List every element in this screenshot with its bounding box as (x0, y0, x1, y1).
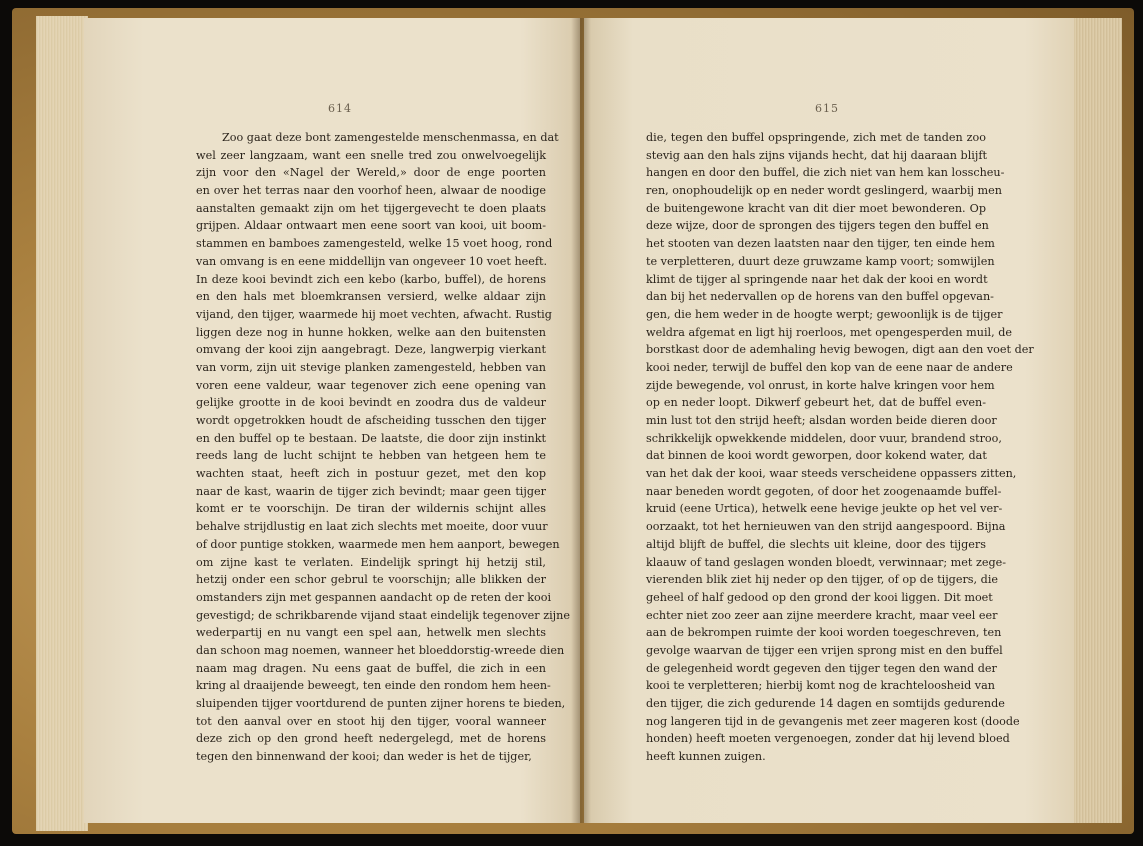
text-line: gelijke grootte in de kooi bevindt en zoodra dus de valdeur (196, 396, 546, 410)
text-line: kruid (eene Urtica), hetwelk eene hevige jeukte op het vel ver- (646, 502, 1003, 516)
text-line: stevig aan den hals zijns vijands hecht, dat hij daaraan blijft (646, 148, 987, 162)
text-line: oorzaakt, tot het hernieuwen van den strijd aangespoord. Bijna (646, 520, 1006, 534)
text-line: dan bij het nedervallen op de horens van den buffel opgevan- (646, 290, 994, 304)
text-line: kooi te verpletteren; hierbij komt nog de krachteloosheid van (646, 679, 995, 693)
text-line: Zoo gaat deze bont zamengestelde menschenmassa, en dat (222, 131, 559, 144)
text-line: kring al draaijende beweegt, ten einde den rondom hem heen- (196, 679, 551, 693)
text-line: komt er te voorschijn. De tiran der wildernis schijnt alles (196, 502, 546, 516)
text-line: honden) heeft moeten vergenoegen, zonder dat hij levend bloed (646, 732, 1010, 746)
text-line: het stooten van dezen laatsten naar den tijger, ten einde hem (646, 237, 995, 251)
text-line: gevolge waarvan de tijger een vrijen sprong mist en den buffel (646, 643, 1003, 657)
text-line: heeft kunnen zuigen. (646, 750, 766, 764)
page-number-left: 614 (328, 102, 352, 115)
text-line: de gelegenheid wordt gegeven den tijger tegen den wand der (646, 661, 997, 675)
text-line: deze zich op den grond heeft nedergelegd, met de horens (196, 732, 546, 746)
text-line: In deze kooi bevindt zich een kebo (karbo, buffel), de horens (196, 272, 546, 286)
text-line: wordt opgetrokken houdt de afscheiding tusschen den tijger (196, 414, 546, 427)
text-line: liggen deze nog in hunne hokken, welke aan den buitensten (196, 325, 546, 339)
text-line: gen, die hem weder in de hoogte werpt; gewoonlijk is de tijger (646, 307, 1003, 321)
text-line: en over het terras naar den voorhof heen, alwaar de noodige (196, 184, 546, 198)
text-line: naam mag dragen. Nu eens gaat de buffel, die zich in een (196, 661, 546, 675)
text-line: sluipenden tijger voortdurend de punten zijner horens te bieden, (196, 697, 566, 710)
right-page (584, 18, 1074, 823)
text-line: op en neder loopt. Dikwerf gebeurt het, dat de buffel even- (646, 396, 986, 410)
text-line: tot den aanval over en stoot hij den tijger, vooral wanneer (196, 714, 546, 728)
text-line: voren eene valdeur, waar tegenover zich eene opening van (196, 378, 546, 392)
text-line: den tijger, die zich gedurende 14 dagen en somtijds gedurende (646, 697, 1005, 710)
book-gutter (571, 18, 591, 823)
text-line: weldra afgemat en ligt hij roerloos, met opengesperden muil, de (646, 325, 1013, 339)
text-line: van vorm, zijn uit stevige planken zamengesteld, hebben van (196, 360, 546, 374)
text-line: tegen den binnenwand der kooi; dan weder is het de tijger, (196, 750, 532, 764)
text-line: vijand, den tijger, waarmede hij moet vechten, afwacht. Rustig (196, 307, 552, 321)
text-line: omstanders zijn met gespannen aandacht op de reten der kooi (196, 590, 552, 604)
text-line: zijde bewegende, vol onrust, in korte halve kringen voor hem (646, 378, 995, 392)
text-line: echter niet zoo zeer aan zijne meerdere kracht, maar veel eer (646, 608, 998, 622)
left-page-text (196, 129, 570, 766)
page-edges-right (1070, 18, 1122, 823)
text-line: wel zeer langzaam, want een snelle tred zou onwelvoegelijk (196, 148, 546, 162)
text-line: aan de bekrompen ruimte der kooi worden toegeschreven, ten (646, 626, 1002, 640)
right-page-text (646, 129, 1034, 766)
text-line: altijd blijft de buffel, die slechts uit kleine, door des tijgers (646, 537, 986, 551)
text-line: kooi neder, terwijl de buffel den kop van de eene naar de andere (646, 360, 1013, 374)
text-line: klimt de tijger al springende naar het dak der kooi en wordt (646, 272, 988, 286)
text-line: en den buffel op te bestaan. De laatste, die door zijn instinkt (196, 431, 546, 445)
text-line: deze wijze, door de sprongen des tijgers tegen den buffel en (646, 219, 989, 233)
text-line: klaauw of tand geslagen wonden bloedt, verwinnaar; met zege- (646, 555, 1007, 569)
page-number-right: 615 (815, 102, 839, 115)
text-line: wachten staat, heeft zich in postuur gezet, met den kop (196, 467, 546, 481)
text-line: min lust tot den strijd heeft; alsdan worden beide dieren door (646, 414, 997, 427)
text-line: van het dak der kooi, waar steeds verscheidene oppassers zitten, (646, 467, 1017, 481)
text-line: omvang der kooi zijn aangebragt. Deze, langwerpig vierkant (196, 343, 546, 357)
text-line: of door puntige stokken, waarmede men hem aanport, bewegen (196, 537, 560, 551)
text-line: gevestigd; de schrikbarende vijand staat eindelijk tegenover zijne (196, 608, 570, 622)
text-line: te verpletteren, duurt deze gruwzame kamp voort; somwijlen (646, 254, 995, 268)
text-line: naar beneden wordt gegoten, of door het zoogenaamde buffel- (646, 484, 1002, 498)
text-line: hetzij onder een schor gebrul te voorschijn; alle blikken der (196, 573, 546, 587)
text-line: naar de kast, waarin de tijger zich bevindt; maar geen tijger (196, 484, 546, 498)
text-line: geheel of half gedood op den grond der kooi liggen. Dit moet (646, 590, 993, 604)
text-line: hangen en door den buffel, die zich niet van hem kan losscheu- (646, 166, 1005, 180)
text-line: de buitengewone kracht van dit dier moet bewonderen. Op (646, 201, 986, 215)
left-page (84, 18, 580, 823)
text-line: stammen en bamboes zamengesteld, welke 15 voet hoog, rond (196, 237, 553, 251)
text-line: schrikkelijk opwekkende middelen, door vuur, brandend stroo, (646, 431, 1002, 445)
text-line: grijpen. Aldaar ontwaart men eene soort van kooi, uit boom- (196, 219, 546, 233)
text-line: ren, onophoudelijk op en neder wordt geslingerd, waarbij men (646, 184, 1002, 198)
text-line: vierenden blik ziet hij neder op den tijger, of op de tijgers, die (646, 573, 999, 587)
text-line: wederpartij en nu vangt een spel aan, hetwelk men slechts (196, 626, 546, 640)
text-line: van omvang is en eene middellijn van ongeveer 10 voet heeft. (196, 254, 548, 268)
text-line: om zijne kast te verlaten. Eindelijk springt hij hetzij stil, (196, 555, 546, 569)
text-line: behalve strijdlustig en laat zich slechts met moeite, door vuur (196, 520, 548, 534)
text-line: borstkast door de ademhaling hevig bewogen, digt aan den voet der (646, 343, 1034, 357)
text-line: dat binnen de kooi wordt geworpen, door kokend water, dat (646, 449, 987, 463)
text-line: die, tegen den buffel opspringende, zich met de tanden zoo (646, 131, 986, 144)
text-line: reeds lang de lucht schijnt te hebben van hetgeen hem te (196, 449, 546, 463)
text-line: nog langeren tijd in de gevangenis met zeer mageren kost (doode (646, 714, 1020, 728)
text-line: dan schoon mag noemen, wanneer het bloeddorstig-wreede dien (196, 643, 565, 657)
text-line: zijn voor den «Nagel der Wereld,» door de enge poorten (196, 166, 546, 180)
page-edges-left (36, 16, 88, 831)
text-line: aanstalten gemaakt zijn om het tijgergevecht te doen plaats (196, 201, 546, 215)
text-line: en den hals met bloemkransen versierd, welke aldaar zijn (196, 290, 546, 304)
